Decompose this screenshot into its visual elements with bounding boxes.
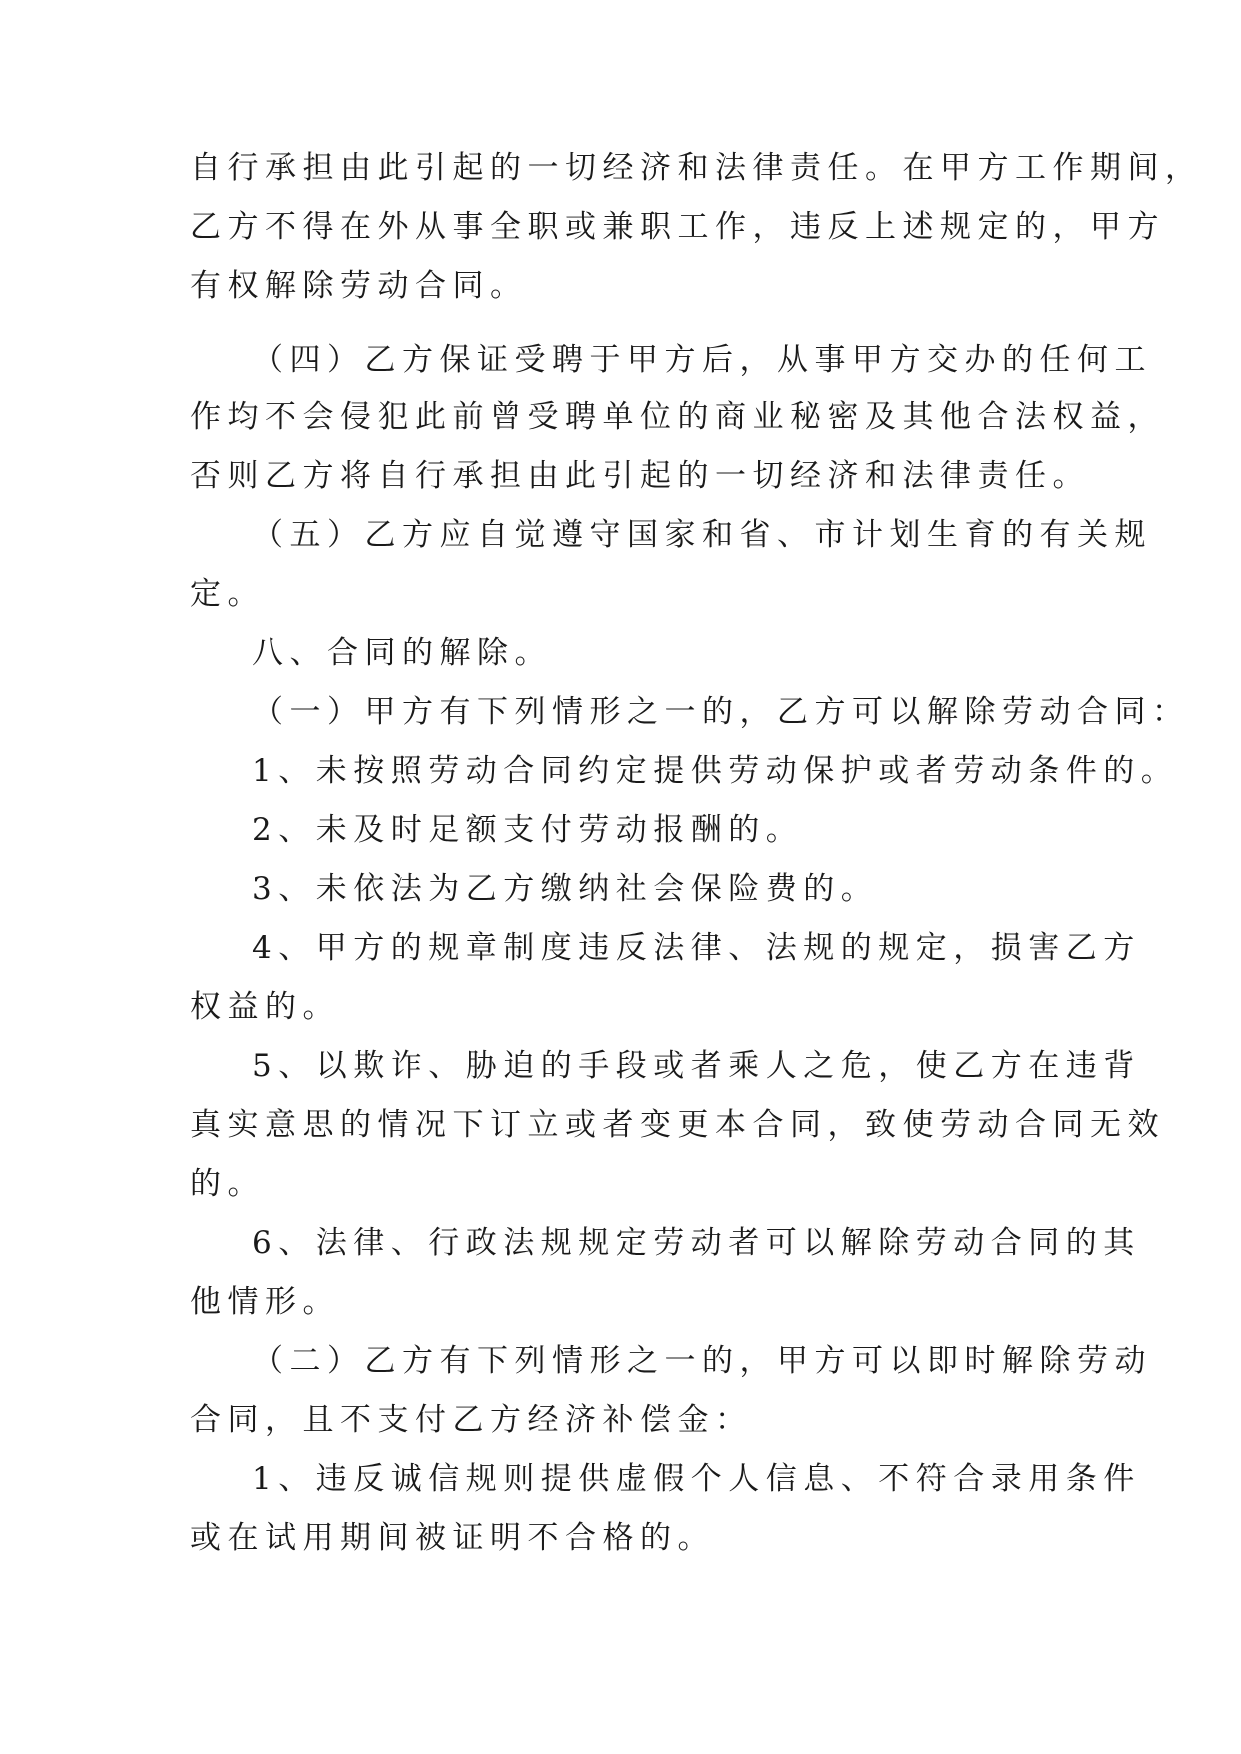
text-line: 作均不会侵犯此前曾受聘单位的商业秘密及其他合法权益， [190,399,1165,435]
text-line: 自行承担由此引起的一切经济和法律责任。在甲方工作期间， [190,150,1203,186]
text-line: 他情形。 [190,1284,340,1320]
text-line: 6、法律、行政法规规定劳动者可以解除劳动合同的其 [252,1225,1141,1261]
text-line: （四）乙方保证受聘于甲方后，从事甲方交办的任何工 [252,342,1152,378]
text-line: 1、违反诚信规则提供虚假个人信息、不符合录用条件 [252,1461,1141,1497]
text-line: 真实意思的情况下订立或者变更本合同，致使劳动合同无效 [190,1107,1165,1143]
text-line: 有权解除劳动合同。 [190,268,528,304]
text-line: 3、未依法为乙方缴纳社会保险费的。 [252,871,879,907]
text-line: 权益的。 [190,989,340,1025]
text-line: （二）乙方有下列情形之一的，甲方可以即时解除劳动 [252,1343,1152,1379]
text-line: 2、未及时足额支付劳动报酬的。 [252,812,804,848]
text-line: （五）乙方应自觉遵守国家和省、市计划生育的有关规 [252,517,1152,553]
text-line: 否则乙方将自行承担由此引起的一切经济和法律责任。 [190,458,1090,494]
text-line: 或在试用期间被证明不合格的。 [190,1520,715,1556]
text-line: 定。 [190,576,265,612]
text-line: 乙方不得在外从事全职或兼职工作，违反上述规定的，甲方 [190,209,1165,245]
text-line: 5、以欺诈、胁迫的手段或者乘人之危，使乙方在违背 [252,1048,1141,1084]
text-line: 合同，且不支付乙方经济补偿金： [190,1402,753,1438]
text-line: 1、未按照劳动合同约定提供劳动保护或者劳动条件的。 [252,753,1179,789]
text-line: 4、甲方的规章制度违反法律、法规的规定，损害乙方 [252,930,1141,966]
text-line: （一）甲方有下列情形之一的，乙方可以解除劳动合同： [252,694,1190,730]
text-line: 八、合同的解除。 [252,635,552,671]
text-line: 的。 [190,1166,265,1202]
